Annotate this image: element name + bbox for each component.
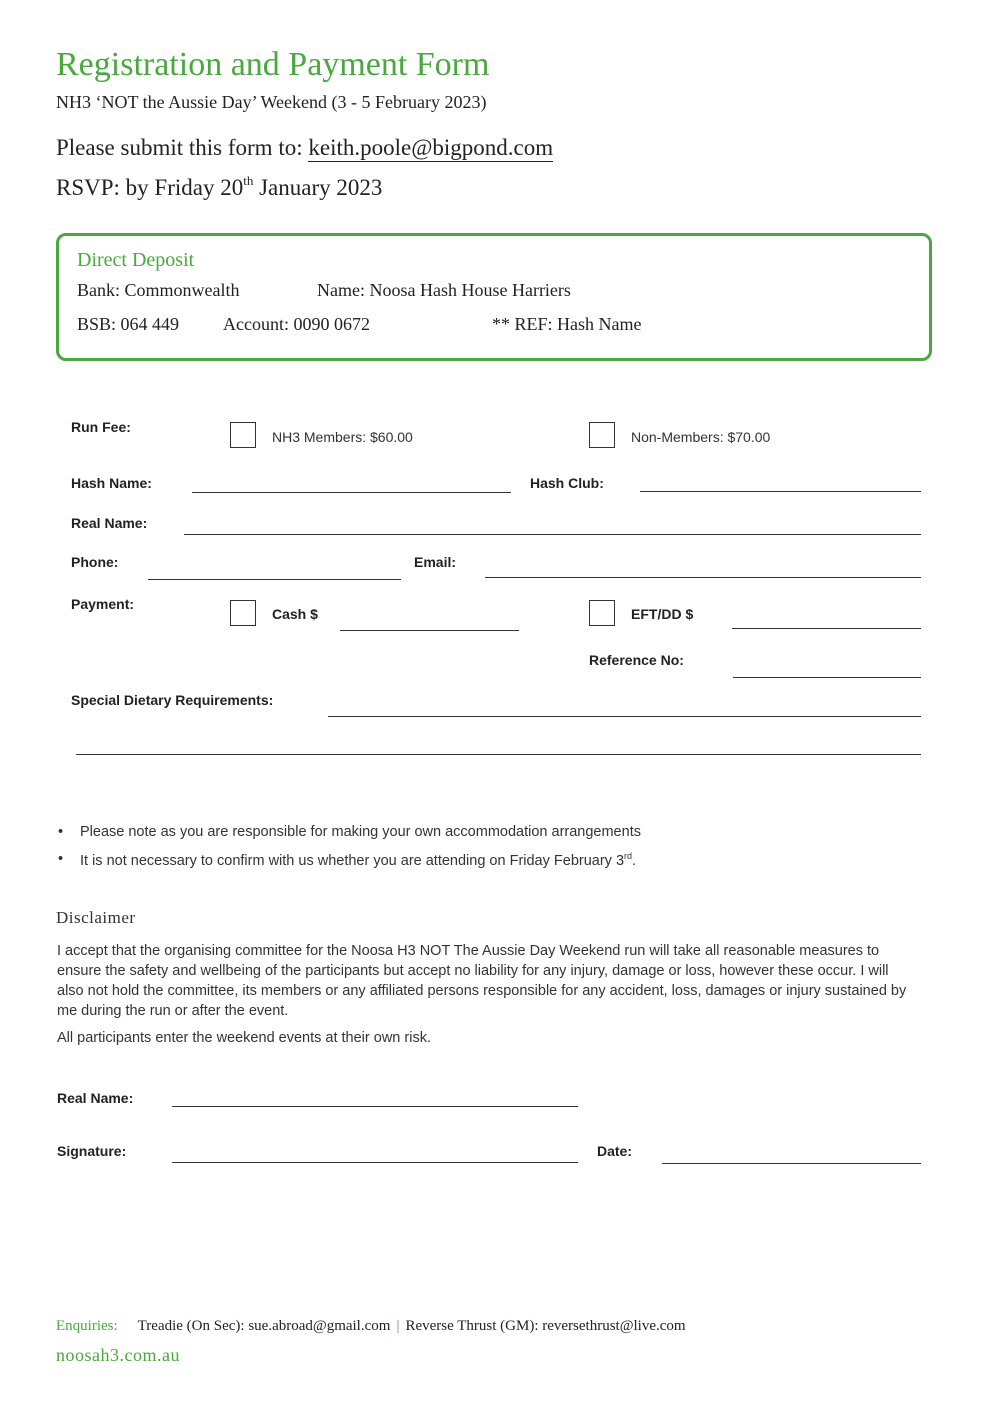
signoff-real-name-field[interactable]	[172, 1106, 578, 1107]
submit-prefix: Please submit this form to:	[56, 135, 309, 160]
note-accommodation	[58, 824, 641, 840]
hash-club-field[interactable]	[640, 491, 921, 492]
disclaimer-text: I accept that the organising committee for the Noosa H3 NOT The Aussie Day Weekend run will take all reasonable measures to ensure the safety and wellbeing of the participants but accept no liability for any injury, damage or loss, however these occur. I will also not hold the committee, its members or any affiliated persons responsible for any accident, loss, damages or injury sustained by me during the run or after the event.	[57, 943, 907, 1019]
page-title: Registration and Payment Form	[56, 46, 490, 83]
footer-enquiries	[56, 1318, 686, 1335]
eft-checkbox[interactable]	[589, 600, 615, 626]
non-members-fee-label: Non-Members: $70.00	[631, 429, 771, 445]
real-name-field[interactable]	[184, 534, 921, 535]
real-name-label: Real Name:	[71, 515, 148, 531]
rsvp-deadline	[56, 175, 382, 201]
cash-label: Cash $	[272, 606, 318, 622]
payment-label: Payment:	[71, 596, 135, 612]
enquiries-label: Enquiries:	[56, 1318, 118, 1334]
contact-gm: Reverse Thrust (GM): reversethrust@live.com	[405, 1318, 686, 1334]
hash-name-field[interactable]	[192, 492, 511, 493]
deposit-account-name: Name: Noosa Hash House Harriers	[317, 280, 571, 300]
hash-name-label: Hash Name:	[71, 475, 152, 491]
rsvp-suffix-ordinal: th	[243, 173, 254, 188]
note-confirmation-text: It is not necessary to confirm with us whether you are attending on Friday February 3	[80, 852, 625, 869]
dietary-field-line-2[interactable]	[76, 754, 921, 755]
deposit-reference: ** REF: Hash Name	[492, 314, 642, 334]
reference-label: Reference No:	[589, 652, 684, 668]
eft-amount-field[interactable]	[732, 628, 921, 629]
date-label: Date:	[597, 1143, 633, 1159]
note-confirmation	[58, 851, 637, 869]
contact-secretary: Treadie (On Sec): sue.abroad@gmail.com	[137, 1318, 391, 1334]
signature-field[interactable]	[172, 1162, 578, 1163]
note-confirmation-end: .	[632, 852, 637, 869]
dietary-field[interactable]	[328, 716, 921, 717]
email-label: Email:	[414, 554, 457, 570]
dietary-label: Special Dietary Requirements:	[71, 692, 274, 708]
members-fee-checkbox[interactable]	[230, 422, 256, 448]
disclaimer-risk-note: All participants enter the weekend events at their own risk.	[57, 1030, 431, 1046]
cash-checkbox[interactable]	[230, 600, 256, 626]
submit-instruction	[56, 135, 553, 161]
contact-separator: |	[396, 1318, 400, 1334]
bullet-marker: •	[58, 851, 64, 867]
phone-label: Phone:	[71, 554, 119, 570]
cash-amount-field[interactable]	[340, 630, 519, 631]
deposit-account-number: Account: 0090 0672	[223, 314, 370, 334]
reference-field[interactable]	[733, 677, 921, 678]
signature-label: Signature:	[57, 1143, 127, 1159]
rsvp-prefix: RSVP: by Friday 20	[56, 175, 244, 200]
deposit-bank: Bank: Commonwealth	[77, 280, 240, 300]
run-fee-label: Run Fee:	[71, 419, 131, 435]
bullet-marker: •	[58, 824, 64, 840]
signoff-real-name-label: Real Name:	[57, 1090, 134, 1106]
event-subtitle: NH3 ‘NOT the Aussie Day’ Weekend (3 - 5 February 2023)	[56, 92, 487, 112]
eft-label: EFT/DD $	[631, 606, 694, 622]
deposit-bsb: BSB: 064 449	[77, 314, 180, 334]
disclaimer-title: Disclaimer	[56, 908, 136, 927]
direct-deposit-title: Direct Deposit	[77, 249, 195, 271]
submit-email-link[interactable]: keith.poole@bigpond.com	[308, 135, 554, 160]
website-link[interactable]: noosah3.com.au	[56, 1345, 180, 1365]
email-field[interactable]	[485, 577, 921, 578]
hash-club-label: Hash Club:	[530, 475, 604, 491]
members-fee-label: NH3 Members: $60.00	[272, 429, 413, 445]
rsvp-suffix: January 2023	[253, 175, 383, 200]
note-accommodation-text: Please note as you are responsible for making your own accommodation arrangements	[80, 824, 641, 840]
phone-field[interactable]	[148, 579, 401, 580]
date-field[interactable]	[662, 1163, 921, 1164]
note-ordinal: rd	[624, 851, 633, 861]
non-members-fee-checkbox[interactable]	[589, 422, 615, 448]
